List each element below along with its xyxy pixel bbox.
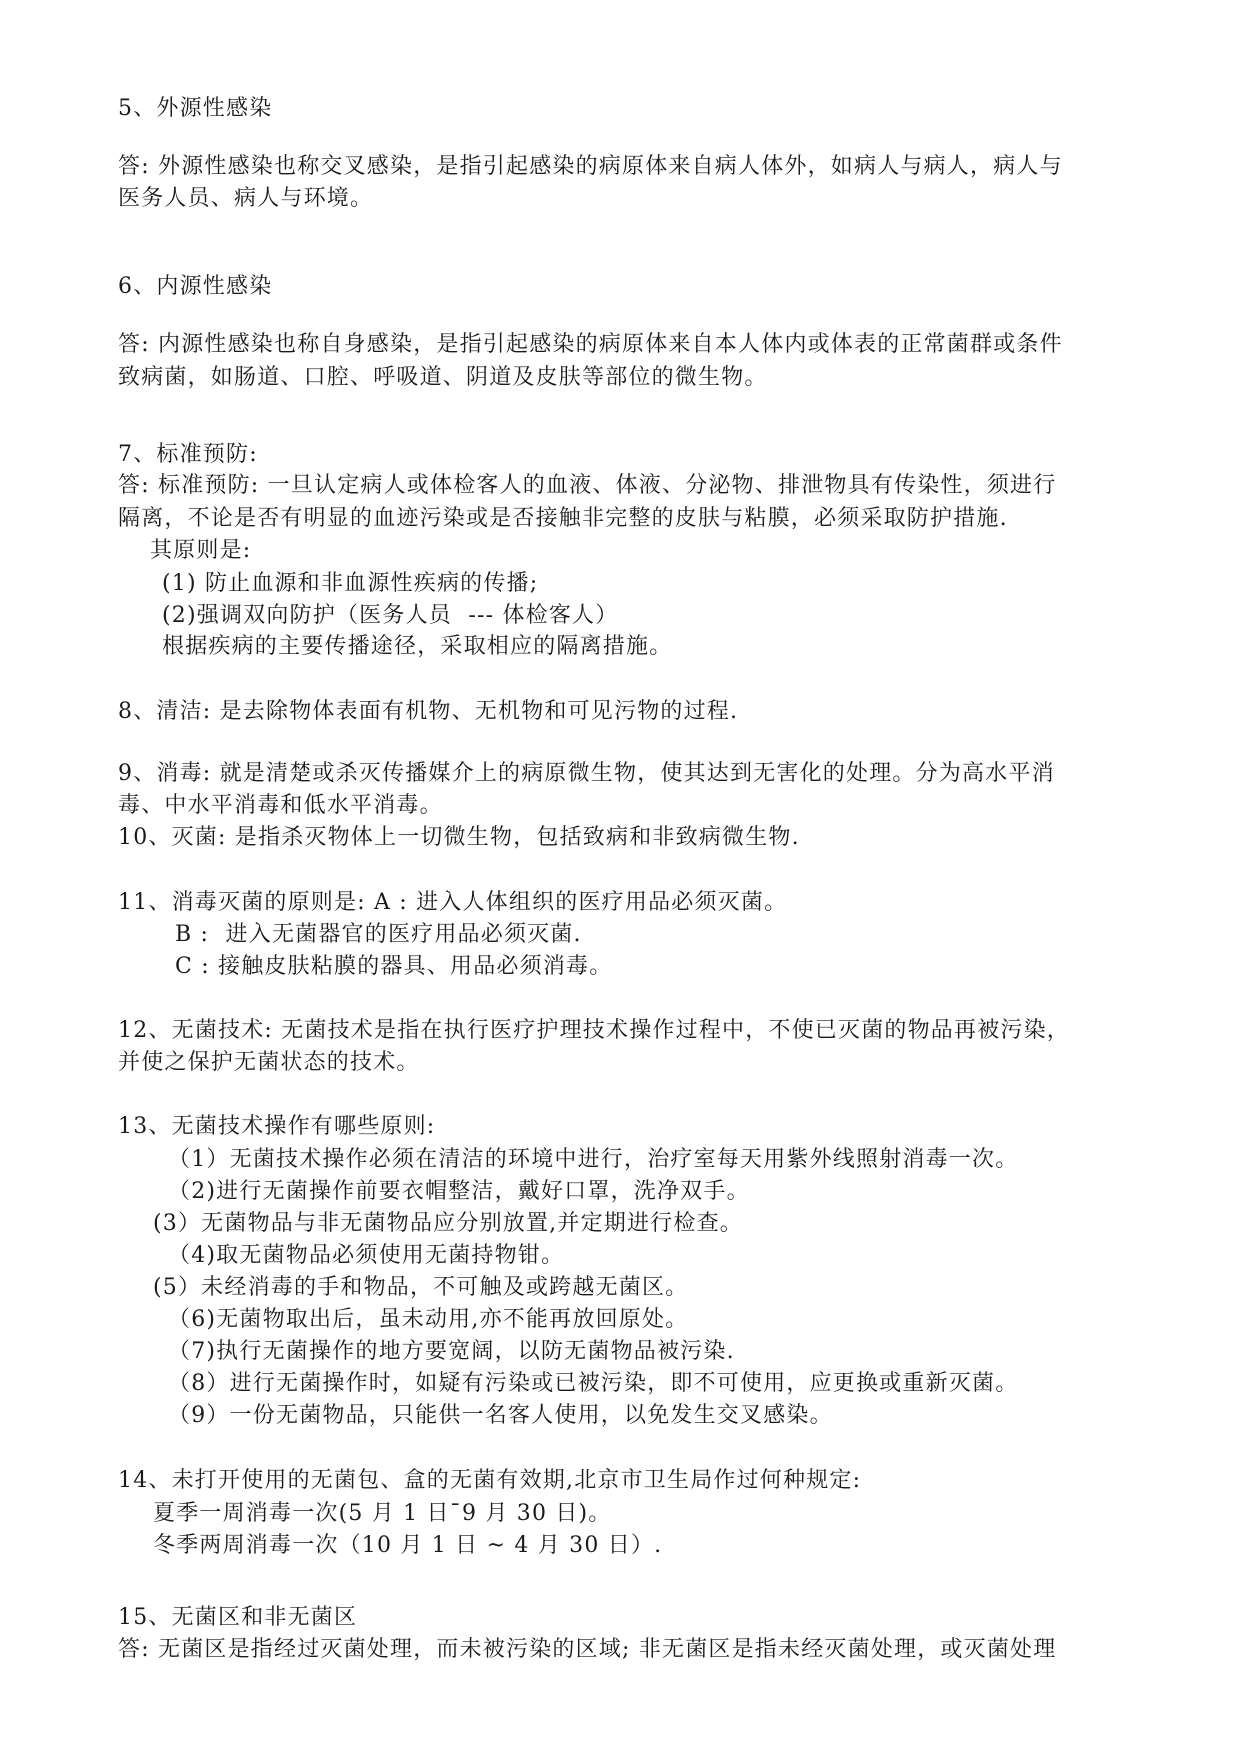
item-13-rule-2: （2)进行无菌操作前要衣帽整洁，戴好口罩，洗净双手。 [168,1179,750,1204]
item-13-rule-1: （1）无菌技术操作必须在清洁的环境中进行，治疗室每天用紫外线照射消毒一次。 [168,1147,1019,1172]
item-12-line-2: 并使之保护无菌状态的技术。 [118,1050,420,1075]
item-14-summer: 夏季一周消毒一次(5 月 1 日¯9 月 30 日)。 [153,1501,612,1526]
principle-item-2: (2)强调双向防护（医务人员 --- 体检客人） [162,603,619,628]
item-13-rule-8: （8）进行无菌操作时，如疑有污染或已被污染，即不可使用，应更换或重新灭菌。 [168,1371,1019,1396]
answer-5-line-1: 答: 外源性感染也称交叉感染，是指引起感染的病原体来自病人体外，如病人与病人，病人与 [118,154,1063,179]
item-13-rule-6: （6)无菌物取出后，虽未动用,亦不能再放回原处。 [168,1307,689,1332]
heading-6: 6、内源性感染 [118,274,273,299]
item-14-winter: 冬季两周消毒一次（10 月 1 日 ~ 4 月 30 日）. [153,1533,663,1558]
item-14-heading: 14、未打开使用的无菌包、盒的无菌有效期,北京市卫生局作过何种规定: [118,1468,862,1493]
item-11-a: 11、消毒灭菌的原则是: A : 进入人体组织的医疗用品必须灭菌。 [118,890,788,915]
answer-6-line-1: 答: 内源性感染也称自身感染，是指引起感染的病原体来自本人体内或体表的正常菌群或条件 [118,332,1063,357]
item-13-heading: 13、无菌技术操作有哪些原则: [118,1114,436,1139]
principle-note: 根据疾病的主要传播途径，采取相应的隔离措施。 [162,634,673,659]
item-11-c: C : 接触皮肤粘膜的器具、用品必须消毒。 [175,954,613,979]
item-9-line-1: 9、消毒: 就是清楚或杀灭传播媒介上的病原微生物，使其达到无害化的处理。分为高水平消 [118,761,1055,786]
item-8: 8、清洁: 是去除物体表面有机物、无机物和可见污物的过程. [118,699,739,724]
item-15-heading: 15、无菌区和非无菌区 [118,1605,358,1630]
answer-5-line-2: 医务人员、病人与环境。 [118,186,374,211]
item-13-rule-4: （4)取无菌物品必须使用无菌持物钳。 [168,1243,565,1268]
principle-heading: 其原则是: [150,538,252,563]
principle-item-1: (1) 防止血源和非血源性疾病的传播; [162,571,539,596]
answer-6-line-2: 致病菌，如肠道、口腔、呼吸道、阴道及皮肤等部位的微生物。 [118,365,768,390]
answer-7-line-1: 答: 标准预防: 一旦认定病人或体检客人的血液、体液、分泌物、排泄物具有传染性，须进行 [118,473,1057,498]
item-13-rule-3: (3）无菌物品与非无菌物品应分别放置,并定期进行检查。 [153,1211,743,1236]
item-12-line-1: 12、无菌技术: 无菌技术是指在执行医疗护理技术操作过程中，不使已灭菌的物品再被污染， [118,1018,1071,1043]
item-13-rule-5: (5）未经消毒的手和物品，不可触及或跨越无菌区。 [153,1275,689,1300]
item-13-rule-9: （9）一份无菌物品，只能供一名客人使用，以免发生交叉感染。 [168,1403,833,1428]
answer-7-line-2: 隔离，不论是否有明显的血迹污染或是否接触非完整的皮肤与粘膜，必须采取防护措施. [118,506,1008,531]
item-11-b: B : 进入无菌器官的医疗用品必须灭菌. [175,922,582,947]
item-15-answer: 答: 无菌区是指经过灭菌处理，而未被污染的区域; 非无菌区是指未经灭菌处理，或灭菌处理 [118,1637,1057,1662]
item-10: 10、灭菌: 是指杀灭物体上一切微生物，包括致病和非致病微生物. [118,825,800,850]
heading-5: 5、外源性感染 [118,96,273,121]
heading-7: 7、标准预防: [118,442,258,467]
item-9-line-2: 毒、中水平消毒和低水平消毒。 [118,793,443,818]
item-13-rule-7: （7)执行无菌操作的地方要宽阔，以防无菌物品被污染. [168,1339,735,1364]
